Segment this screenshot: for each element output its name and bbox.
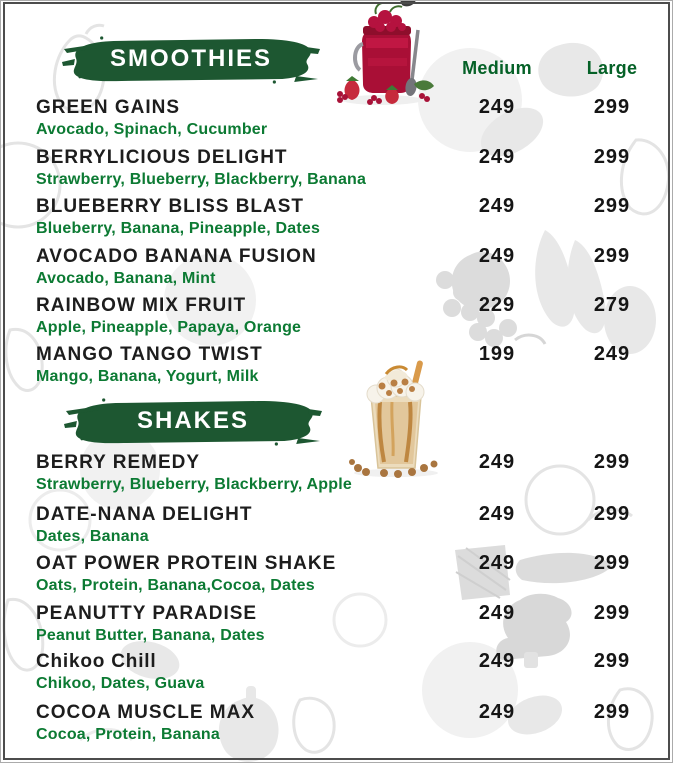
smoothies-section-title: SMOOTHIES [109, 44, 272, 72]
item-ingredients: Strawberry, Blueberry, Blackberry, Apple [36, 476, 352, 493]
item-ingredients: Dates, Banana [36, 528, 149, 545]
menu-item-peanutty-paradise [0, 603, 673, 645]
item-name: Chikoo Chill [36, 651, 157, 672]
item-name: PEANUTTY PARADISE [36, 603, 258, 624]
menu-item-rainbow-mix-fruit [0, 295, 673, 337]
item-name: BERRY REMEDY [36, 452, 201, 473]
item-price-large: 299 [593, 552, 631, 574]
item-ingredients: Avocado, Banana, Mint [36, 270, 216, 287]
item-price-medium: 199 [478, 343, 516, 365]
item-price-large: 299 [593, 602, 631, 624]
item-ingredients: Peanut Butter, Banana, Dates [36, 627, 265, 644]
menu-item-avocado-banana-fusion [0, 246, 673, 288]
item-price-large: 299 [593, 146, 631, 168]
caramel-milkshake-illustration [342, 356, 450, 478]
item-ingredients: Chikoo, Dates, Guava [36, 675, 205, 692]
size-column-header-large: Large [586, 58, 638, 78]
item-name: BLUEBERRY BLISS BLAST [36, 196, 305, 217]
smoothies-section-banner [62, 36, 320, 84]
menu-item-cocoa-muscle-max [0, 702, 673, 744]
item-ingredients: Oats, Protein, Banana,Cocoa, Dates [36, 577, 315, 594]
menu-item-berrylicious-delight [0, 147, 673, 189]
item-price-medium: 249 [478, 96, 516, 118]
item-name: RAINBOW MIX FRUIT [36, 295, 247, 316]
item-price-medium: 249 [478, 245, 516, 267]
item-ingredients: Strawberry, Blueberry, Blackberry, Banana [36, 171, 367, 188]
item-price-medium: 249 [478, 552, 516, 574]
menu-item-berry-remedy [0, 452, 673, 494]
item-price-medium: 229 [478, 294, 516, 316]
item-price-large: 299 [593, 245, 631, 267]
item-name: COCOA MUSCLE MAX [36, 702, 256, 723]
item-price-large: 299 [593, 701, 631, 723]
item-ingredients: Avocado, Spinach, Cucumber [36, 121, 268, 138]
item-price-large: 249 [593, 343, 631, 365]
item-price-medium: 249 [478, 451, 516, 473]
item-price-medium: 249 [478, 503, 516, 525]
item-name: GREEN GAINS [36, 97, 181, 118]
item-price-large: 299 [593, 451, 631, 473]
item-name: DATE-NANA DELIGHT [36, 504, 253, 525]
item-name: OAT POWER PROTEIN SHAKE [36, 553, 337, 574]
item-name: MANGO TANGO TWIST [36, 344, 263, 365]
item-ingredients: Mango, Banana, Yogurt, Milk [36, 368, 259, 385]
menu-item-mango-tango-twist [0, 344, 673, 386]
menu-item-date-nana-delight [0, 504, 673, 546]
shakes-section-banner [64, 398, 322, 446]
size-column-header-medium: Medium [462, 58, 532, 78]
item-name: BERRYLICIOUS DELIGHT [36, 147, 288, 168]
item-price-medium: 249 [478, 650, 516, 672]
menu-item-chikoo-chill [0, 651, 673, 693]
item-price-medium: 249 [478, 602, 516, 624]
item-price-large: 299 [593, 96, 631, 118]
item-price-large: 299 [593, 503, 631, 525]
menu-item-blueberry-bliss-blast [0, 196, 673, 238]
item-ingredients: Blueberry, Banana, Pineapple, Dates [36, 220, 321, 237]
item-price-medium: 249 [478, 146, 516, 168]
item-name: AVOCADO BANANA FUSION [36, 246, 317, 267]
smoothie-image [330, 2, 435, 106]
item-price-medium: 249 [478, 195, 516, 217]
item-price-large: 279 [593, 294, 631, 316]
item-price-large: 299 [593, 650, 631, 672]
item-ingredients: Cocoa, Protein, Banana [36, 726, 220, 743]
menu-item-oat-power-protein-shake [0, 553, 673, 595]
item-price-large: 299 [593, 195, 631, 217]
shakes-section-title: SHAKES [136, 406, 250, 434]
item-price-medium: 249 [478, 701, 516, 723]
item-ingredients: Apple, Pineapple, Papaya, Orange [36, 319, 302, 336]
shake-image [342, 356, 450, 478]
berry-smoothie-jar-illustration [330, 2, 435, 106]
